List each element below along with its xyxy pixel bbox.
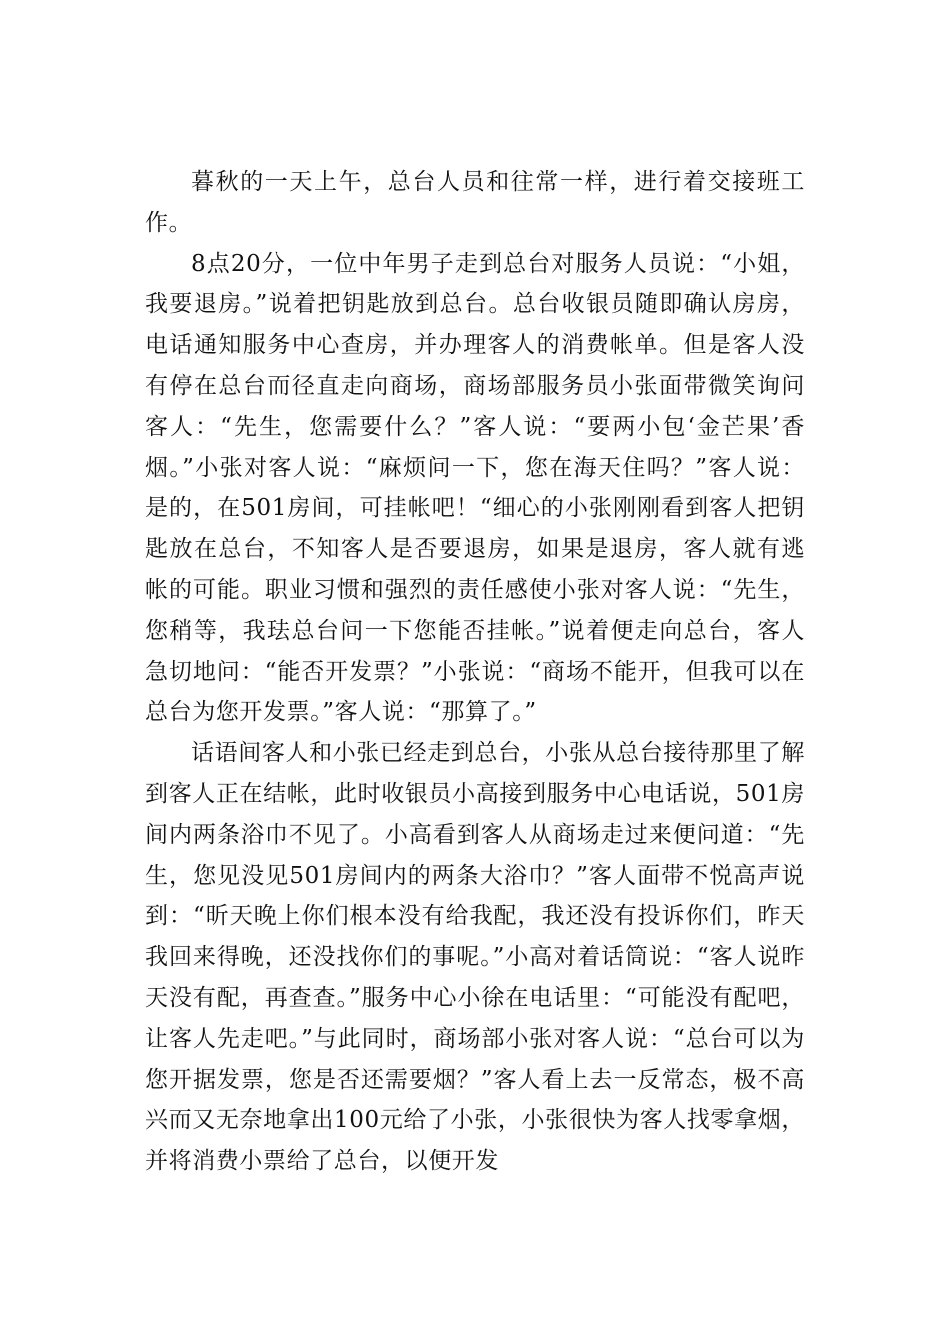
paragraph-2: 8点20分，一位中年男子走到总台对服务人员说：“小姐，我要退房。”说着把钥匙放到总台。总台收银员随即确认房房，电话通知服务中心查房，并办理客人的消费帐单。但是客人没有停在总台而径直走向商场，商场部服务员小张面带微笑询问客人：“先生，您需要什么？”客人说：“要两小包‘金芒果’香烟。”小张对客人说：“麻烦问一下，您在海天住吗？”客人说：是的，在501房间，可挂帐吧！“细心的小张刚刚看到客人把钥匙放在总台，不知客人是否要退房，如果是退房，客人就有逃帐的可能。职业习惯和强烈的责任感使小张对客人说：“先生，您稍等，我珐总台问一下您能否挂帐。”说着便走向总台，客人急切地问：“能否开发票？”小张说：“商场不能开，但我可以在总台为您开发票。”客人说：“那算了。”	[145, 250, 805, 726]
paragraph-1: 暮秋的一天上午，总台人员和往常一样，进行着交接班工作。	[145, 169, 805, 236]
paragraph-3: 话语间客人和小张已经走到总台，小张从总台接待那里了解到客人正在结帐，此时收银员小高接到服务中心电话说，501房间内两条浴巾不见了。小高看到客人从商场走过来便问道：“先生，您见没见501房间内的两条大浴巾？”客人面带不悦高声说到：“昕天晚上你们根本没有给我配，我还没有投诉你们，昨天我回来得晚，还没找你们的事呢。”小高对着话筒说：“客人说昨天没有配，再查查。”服务中心小徐在电话里：“可能没有配吧，让客人先走吧。”与此同时，商场部小张对客人说：“总台可以为您开据发票，您是否还需要烟？”客人看上去一反常态，极不高兴而又无奈地拿出100元给了小张，小张很快为客人找零拿烟，并将消费小票给了总台，以便开发	[145, 740, 805, 1175]
document-body	[145, 162, 805, 1182]
